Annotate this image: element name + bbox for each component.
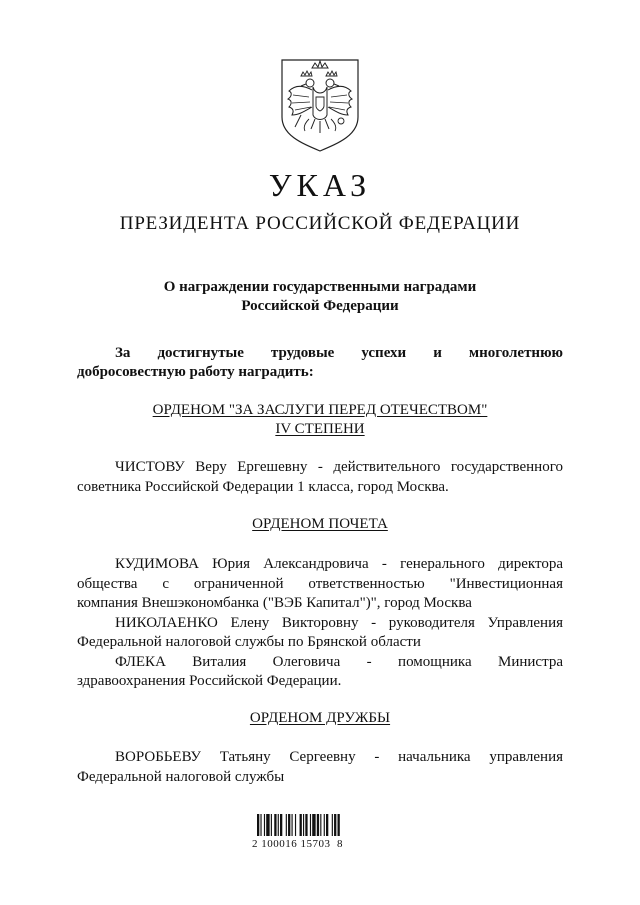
preamble-line: добросовестную работу наградить: (77, 364, 314, 380)
recipient-line: компания Внешэкономбанка ("ВЭБ Капитал")", город Москва (77, 595, 472, 611)
decree-subject-line: О награждении государственными наградами (163, 279, 477, 295)
award-heading-line: ОРДЕНОМ ДРУЖБЫ (249, 710, 391, 726)
decree-subject-line: Российской Федерации (241, 298, 399, 314)
recipient-line: Федеральной налоговой службы (77, 768, 285, 785)
decree-preamble (77, 344, 563, 382)
award-recipient (77, 653, 563, 692)
award-heading-line: ОРДЕНОМ "ЗА ЗАСЛУГИ ПЕРЕД ОТЕЧЕСТВОМ" (152, 402, 488, 418)
recipient-line: советника Российской Федерации 1 класса, город Москва. (77, 478, 449, 495)
document-subtitle: ПРЕЗИДЕНТА РОССИЙСКОЙ ФЕДЕРАЦИИ (119, 213, 521, 234)
award-heading-honor (0, 515, 640, 534)
recipient-line: ФЛЕКА Виталия Олеговича - помощника Министра (115, 653, 563, 670)
preamble-line: За достигнутые трудовые успехи и многолетнюю (115, 345, 563, 361)
award-heading-line: IV СТЕПЕНИ (275, 421, 365, 437)
award-heading-friendship (0, 709, 640, 728)
award-heading-fatherland (0, 401, 640, 439)
recipient-line: ВОРОБЬЕВУ Татьяну Сергеевну - начальника управления (115, 749, 563, 765)
award-recipients-honor (77, 555, 563, 692)
award-recipient (77, 458, 563, 497)
decree-subject (0, 278, 640, 316)
document-title: УКАЗ (268, 167, 372, 203)
recipient-line: ЧИСТОВУ Веру Ергешевну - действительного государственного (115, 459, 563, 475)
barcode-number: 2 100016 15703 8 (252, 838, 343, 850)
russian-coat-of-arms-icon (279, 57, 361, 153)
award-recipient (77, 614, 563, 653)
award-recipient (77, 555, 563, 614)
recipient-line: здравоохранения Российской Федерации. (77, 673, 342, 689)
recipient-line: Федеральной налоговой службы по Брянской области (77, 634, 421, 650)
award-recipient (77, 748, 563, 787)
recipient-line: КУДИМОВА Юрия Александровича - генерального директора (115, 556, 563, 572)
recipient-line: НИКОЛАЕНКО Елену Викторовну - руководителя Управления (115, 614, 563, 631)
recipient-line: общества с ограниченной ответственностью "Инвестиционная (77, 575, 563, 592)
award-heading-line: ОРДЕНОМ ПОЧЕТА (252, 516, 388, 532)
